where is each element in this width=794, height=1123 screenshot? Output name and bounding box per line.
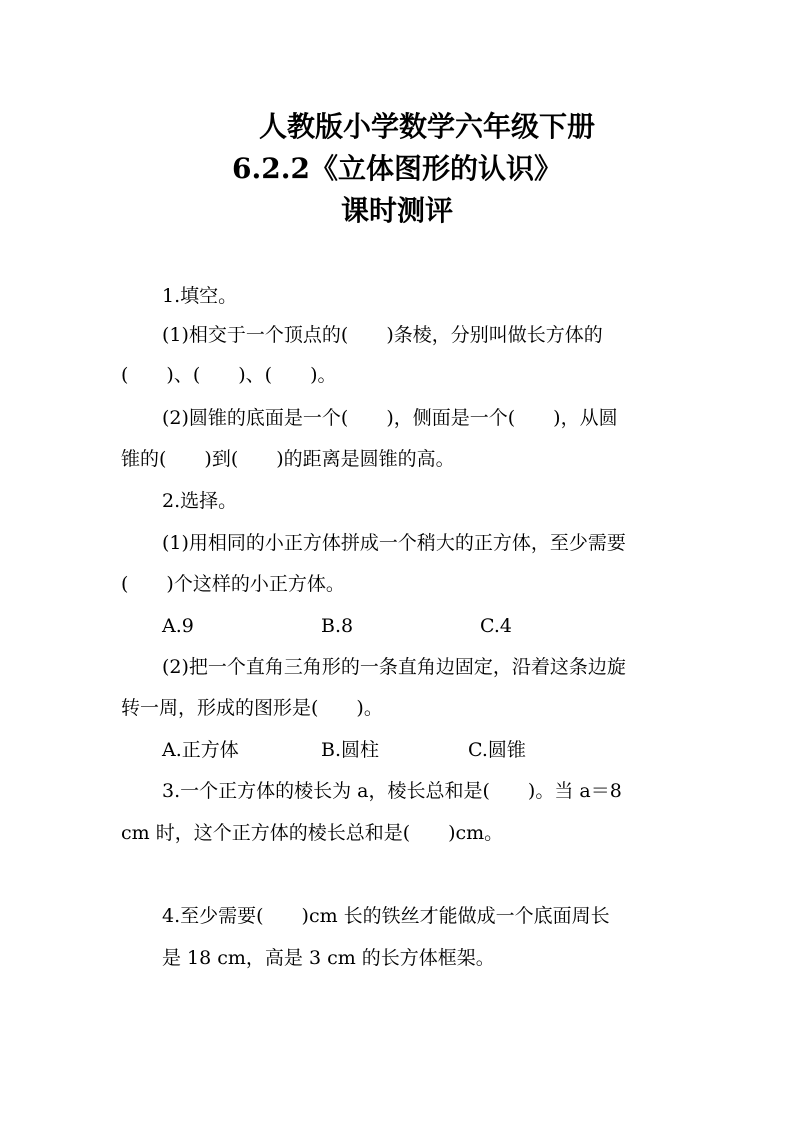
title-lesson: 6.2.2《立体图形的认识》 xyxy=(232,152,562,185)
title-assessment: 课时测评 xyxy=(340,194,453,227)
q2-1-option-a: A.9 xyxy=(162,615,194,637)
q1-1-line2: ( )、( )、( )。 xyxy=(121,364,337,386)
q3-line1: 3.一个正方体的棱长为 a，棱长总和是( )。当 a＝8 xyxy=(162,780,622,802)
q4-line2: 是 18 cm，高是 3 cm 的长方体框架。 xyxy=(162,947,495,969)
q2-1-line1: (1)用相同的小正方体拼成一个稍大的正方体，至少需要 xyxy=(162,532,626,554)
q2-2-line2: 转一周，形成的图形是( )。 xyxy=(121,697,383,719)
q2-1-option-b: B.8 xyxy=(321,615,354,637)
q1-1-line1: (1)相交于一个顶点的( )条棱，分别叫做长方体的 xyxy=(162,324,603,346)
q4-line1: 4.至少需要( )cm 长的铁丝才能做成一个底面周长 xyxy=(162,905,610,927)
q1-heading: 1.填空。 xyxy=(162,285,238,307)
q2-1-line2: ( )个这样的小正方体。 xyxy=(121,573,345,595)
q1-2-line1: (2)圆锥的底面是一个( )，侧面是一个( )，从圆 xyxy=(162,407,618,429)
q2-1-option-c: C.4 xyxy=(480,615,512,637)
q2-heading: 2.选择。 xyxy=(162,490,238,512)
q2-2-option-b: B.圆柱 xyxy=(321,739,380,761)
q2-2-option-c: C.圆锥 xyxy=(468,739,526,761)
q2-2-option-a: A.正方体 xyxy=(162,739,239,761)
q2-2-line1: (2)把一个直角三角形的一条直角边固定，沿着这条边旋 xyxy=(162,656,626,678)
title-textbook: 人教版小学数学六年级下册 xyxy=(258,110,595,143)
q1-2-line2: 锥的( )到( )的距离是圆锥的高。 xyxy=(121,448,455,470)
q3-line2: cm 时，这个正方体的棱长总和是( )cm。 xyxy=(121,822,504,844)
